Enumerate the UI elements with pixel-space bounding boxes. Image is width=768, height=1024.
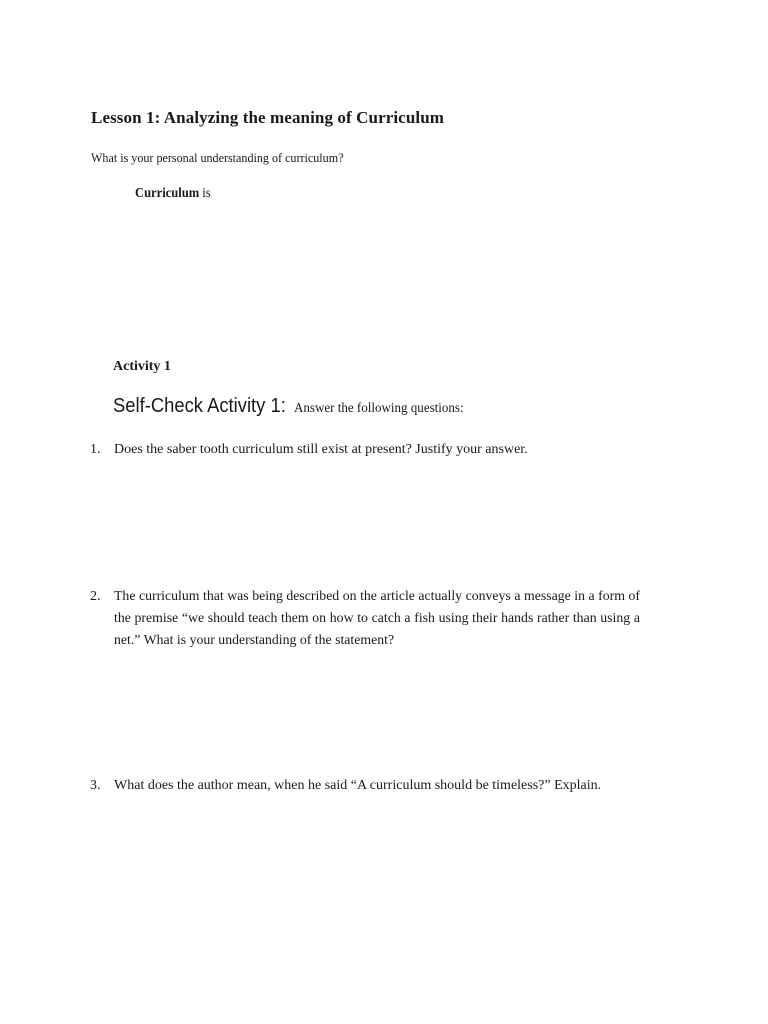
question-number: 2. bbox=[90, 589, 101, 604]
self-check-label: Self-Check Activity 1: bbox=[113, 395, 286, 417]
curriculum-term: Curriculum bbox=[135, 185, 200, 200]
self-check-heading bbox=[113, 395, 476, 418]
question-text: What does the author mean, when he said “A curriculum should be timeless?” Explain. bbox=[114, 778, 602, 793]
curriculum-statement bbox=[135, 185, 211, 201]
curriculum-suffix: is bbox=[199, 185, 211, 200]
activity-heading: Activity 1 bbox=[113, 359, 171, 374]
lesson-prompt: What is your personal understanding of curriculum? bbox=[91, 150, 344, 165]
question-text: Does the saber tooth curriculum still exist at present? Justify your answer. bbox=[114, 442, 528, 457]
question-text: The curriculum that was being described on the article actually conveys a message in a form of the premise “we should teach them on how to catch a fish using their hands rather than using a net.” What is your understanding of the statement? bbox=[114, 589, 640, 648]
question-number: 3. bbox=[90, 778, 101, 793]
lesson-title: Lesson 1: Analyzing the meaning of Curriculum bbox=[91, 108, 445, 127]
self-check-instruction: Answer the following questions: bbox=[293, 401, 464, 416]
question-number: 1. bbox=[90, 442, 101, 457]
